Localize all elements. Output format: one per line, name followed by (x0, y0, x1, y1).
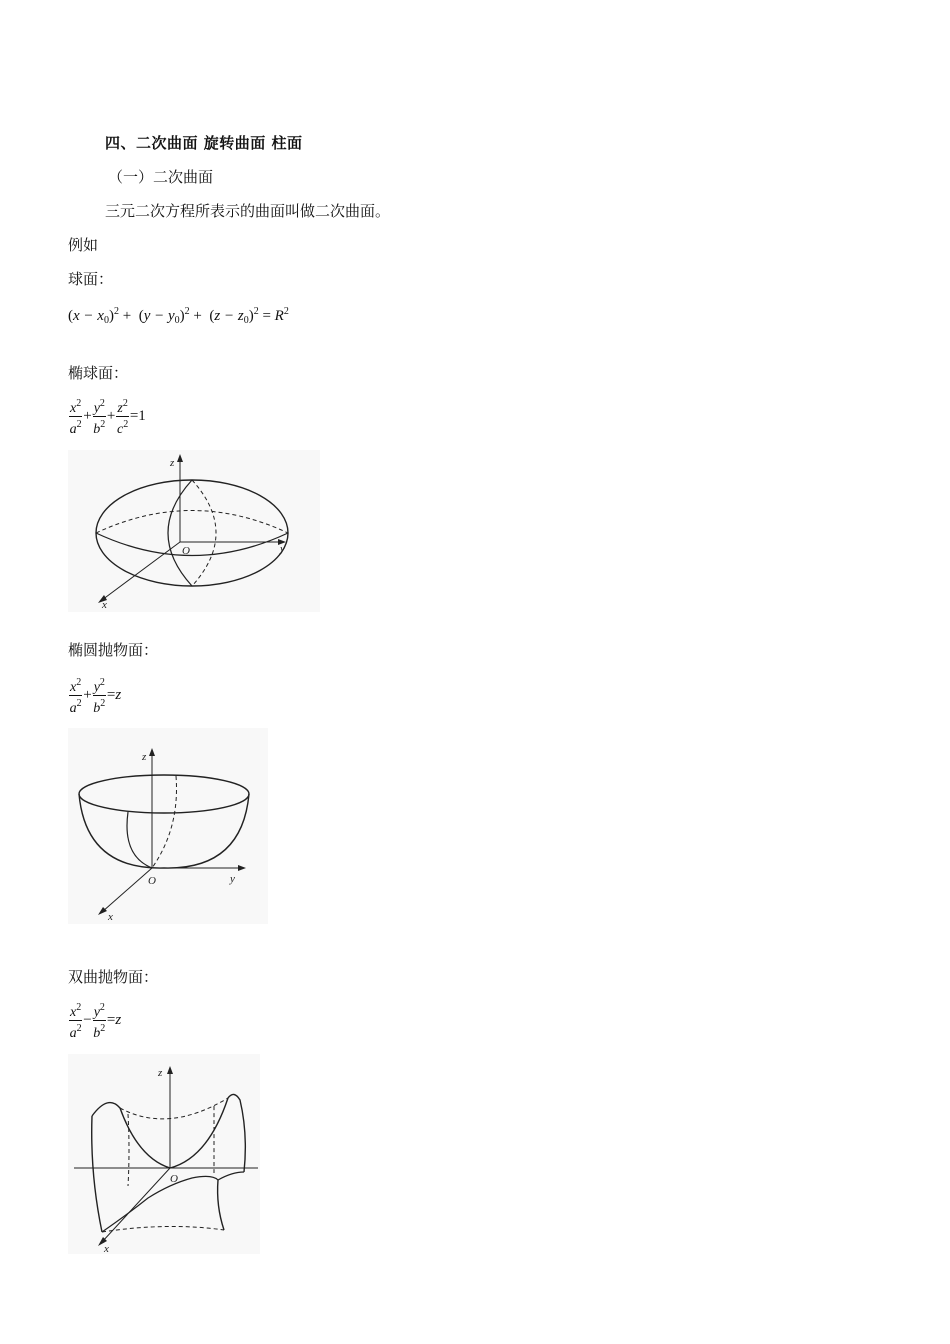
svg-text:x: x (102, 599, 107, 611)
svg-text:x: x (104, 1243, 109, 1254)
svg-text:y: y (230, 873, 235, 885)
ellipsoid-figure (68, 450, 320, 612)
ellipsoid-label: 椭球面： (68, 364, 129, 382)
ellipsoid-equation: $\frac{x^2}{a^2}$ + $\frac{y^2}{b^2}$ + $\frac{z^2}{c^2}$ =1 (69, 398, 146, 437)
elliptic-paraboloid-equation: $\frac{x^2}{a^2}$ + $\frac{y^2}{b^2}$ =z (69, 677, 122, 716)
elliptic-paraboloid-figure (68, 728, 268, 924)
definition-text: 三元二次方程所表示的曲面叫做二次曲面。 (105, 202, 391, 220)
svg-text:O: O (182, 545, 190, 557)
subsection-title: （一）二次曲面 (108, 168, 214, 186)
hyperbolic-paraboloid-figure (68, 1054, 260, 1254)
svg-text:O: O (148, 875, 156, 887)
svg-text:x: x (108, 911, 113, 923)
svg-text:y: y (280, 543, 285, 555)
svg-text:O: O (170, 1173, 178, 1185)
elliptic-paraboloid-label: 椭圆抛物面： (68, 641, 159, 659)
svg-text:z: z (142, 751, 147, 763)
hyperbolic-paraboloid-equation: $\frac{x^2}{a^2}$ − $\frac{y^2}{b^2}$ =z (69, 1002, 122, 1041)
section-title: 四、二次曲面 旋转曲面 柱面 (105, 134, 303, 152)
sphere-equation: $(x - x_0)^2 + (y - y_0)^2 + (z - z_0)^2 = R^2$ (68, 306, 289, 326)
hyperbolic-paraboloid-label: 双曲抛物面： (68, 968, 159, 986)
svg-text:z: z (170, 457, 175, 469)
example-intro: 例如 (68, 236, 99, 254)
svg-text:z: z (158, 1067, 163, 1079)
sphere-label: 球面： (68, 270, 114, 288)
